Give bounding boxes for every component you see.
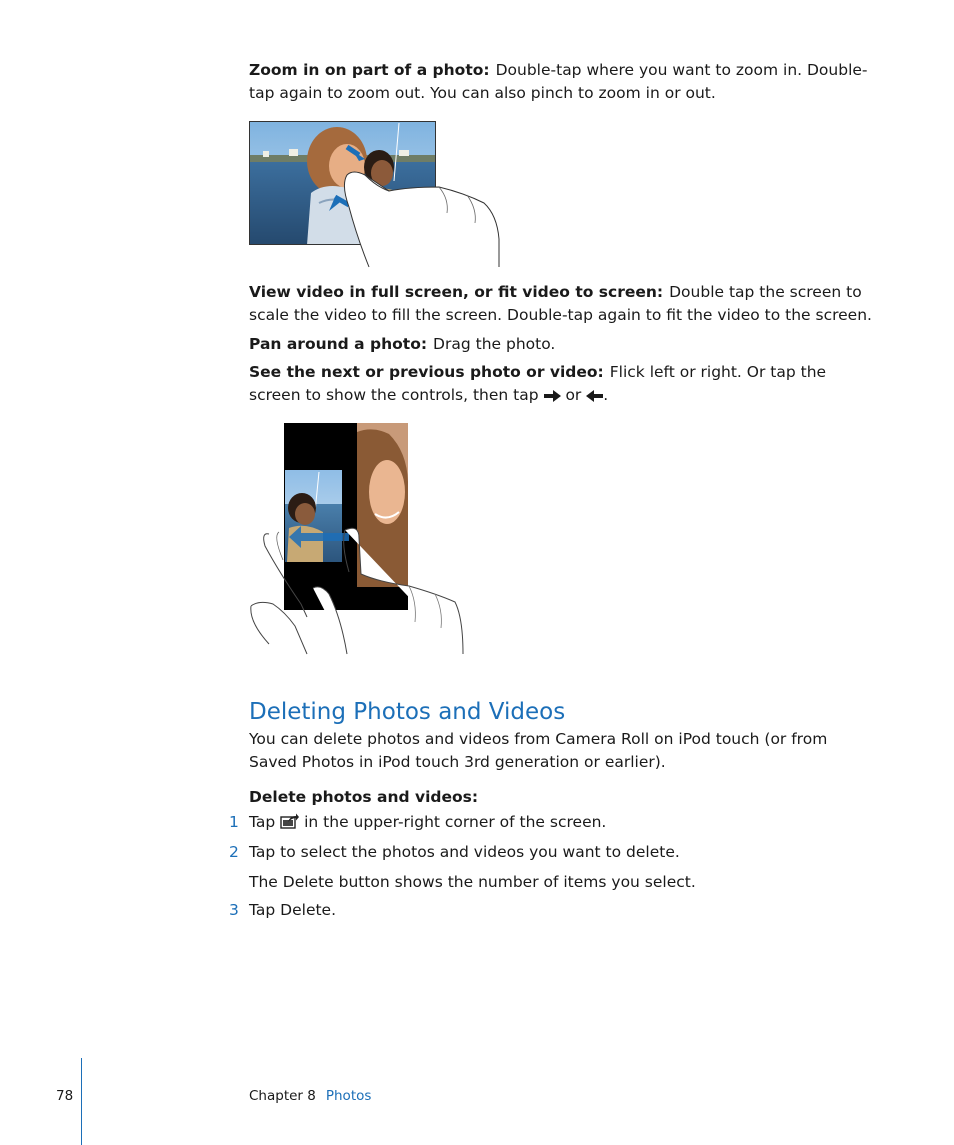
pan-body: Drag the photo.: [433, 335, 556, 353]
next-prev-lead: See the next or previous photo or video:: [249, 363, 604, 381]
left-arrow-icon: [586, 390, 603, 402]
video-fit-paragraph: [249, 281, 874, 327]
chapter-section: Photos: [325, 1088, 372, 1104]
next-prev-body: Flick left or right. Or tap the screen to show the controls, then tap: [249, 363, 827, 404]
video-fit-lead: View video in full screen, or fit video to screen:: [249, 283, 664, 301]
zoom-paragraph: [249, 59, 874, 105]
pinch-zoom-illustration: [249, 121, 504, 271]
step-note: The Delete button shows the number of items you select.: [249, 873, 696, 891]
step-3: Tap Delete.: [249, 901, 337, 919]
or-text: or: [565, 386, 582, 404]
section-intro: You can delete photos and videos from Camera Roll on iPod touch (or from Saved Photos in iPod touch 3rd generation or earlier).: [249, 730, 828, 771]
step-2: Tap to select the photos and videos you want to delete.: [249, 843, 680, 861]
pan-paragraph: [249, 333, 874, 356]
step-1-pre: Tap: [249, 813, 276, 831]
step-number-3: 3: [229, 901, 239, 919]
page-number: 78: [56, 1088, 74, 1104]
footer-chapter: [249, 1088, 371, 1104]
period-text: .: [603, 386, 609, 404]
edit-share-icon: [280, 813, 299, 829]
next-prev-paragraph: [249, 361, 874, 407]
section-heading: Deleting Photos and Videos: [249, 699, 566, 725]
task-title: Delete photos and videos:: [249, 788, 479, 806]
pan-lead: Pan around a photo:: [249, 335, 428, 353]
chapter-label: Chapter 8: [249, 1088, 316, 1104]
zoom-body: Double-tap where you want to zoom in. Double-tap again to zoom out. You can also pinch to zoom in or out.: [249, 61, 868, 102]
zoom-lead: Zoom in on part of a photo:: [249, 61, 490, 79]
step-number-2: 2: [229, 843, 239, 861]
step-1: [249, 813, 606, 831]
step-1-post: in the upper-right corner of the screen.: [304, 813, 607, 831]
footer-rule: [81, 1058, 82, 1145]
flick-photo-illustration: [249, 422, 469, 658]
step-number-1: 1: [229, 813, 239, 831]
video-fit-body: Double tap the screen to scale the video to fill the screen. Double-tap again to fit the video to the screen.: [249, 283, 872, 324]
right-arrow-icon: [544, 390, 561, 402]
